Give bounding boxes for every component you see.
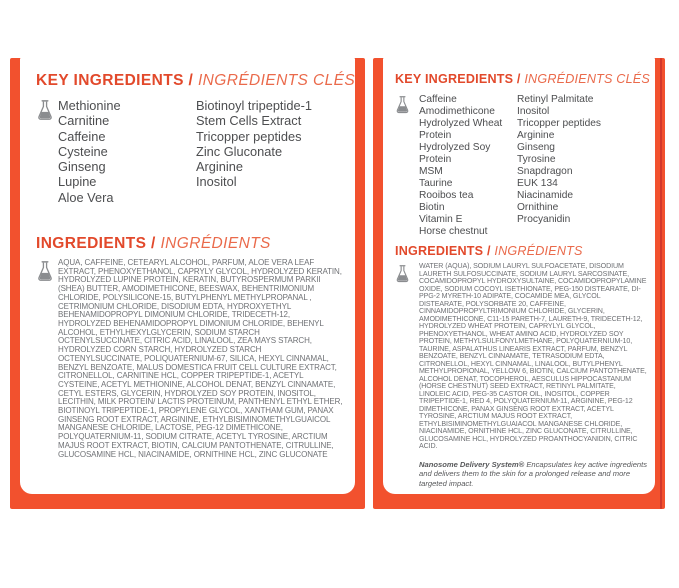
label-left-content (20, 58, 355, 494)
ingredients-section (36, 259, 345, 459)
label-edge-crease (660, 58, 662, 509)
flask-icon (36, 259, 58, 459)
key-ingredient-item: Zinc Gluconate (196, 143, 283, 159)
key-ingredient-item: Biotinoyl tripeptide-1 (196, 98, 312, 113)
nanosome-note-title: Nanosome Delivery System® (419, 459, 525, 469)
ingredients-header (36, 235, 345, 253)
key-ingredient-item: Arginine (517, 130, 555, 141)
key-ingredient-item: Horse chestnut (419, 226, 488, 237)
key-ingredient-item: Procyanidin (517, 214, 571, 225)
key-ingredient-item: Ornithine (517, 202, 559, 213)
key-ingredients-list-col1 (419, 94, 507, 238)
key-ingredient-item: Caffeine (419, 94, 457, 105)
key-ingredient-item: Lupine (58, 174, 97, 190)
key-ingredient-item: Tricopper peptides (517, 118, 601, 129)
key-ingredients-header-en: KEY INGREDIENTS / (36, 72, 194, 89)
key-ingredient-item: Ginseng (517, 142, 555, 153)
ingredients-paragraph: WATER (AQUA), SODIUM LAURYL SULFOACETATE, DISODIUM LAURETH SULFOSUCCINATE, SODIUM LAURYL SARCOSINATE, COCAMIDOPROPYL HYDROXYSULTAINE, COCAMIDOPROPYLAMINE OXIDE, SODIUM COCOYL ISETHIONATE, PEG-150 DISTEARATE, DI-PPG-2 MYRETH-10 ADIPATE, COCAMIDE MEA, GLYCOL DISTEARATE, POLYSORBATE 20, CAFFEINE, CINNAMIDOPROPYLTRIMONIUM CHLORIDE, GLYCERIN, AMODIMETHICONE, C11-15 PARETH-7, LAURETH-9, TRIDECETH-12, HYDROLYZED WHEAT PROTEIN, CAPRYLYL GLYCOL, PHENOXYETHANOL, WHEAT AMINO ACID, HYDROLYZED SOY PROTEIN, METHYLSULFONYLMETHANE, POLYQUATERNIUM-10, TAURINE, ASPALATHUS LINEARIS EXTRACT, PARFUM, BENZYL BENZOATE, BENZYL CINNAMATE, TETRASODIUM EDTA, CITRONELLOL, HEXYL CINNAMAL, LINALOOL, BUTYLPHENYL METHYLPROPIONAL, YELLOW 6, BIOTIN, CALCIUM PANTOTHENATE, ALCOHOL DENAT, TOCOPHEROL, AESCULUS HIPPOCASTANUM (HORSE CHESTNUT) SEED EXTRACT, RETINYL PALMITATE, LINOLEIC ACID, PEG-35 CASTOR OIL, INOSITOL, COPPER TRIPEPTIDE-1, RED 4, POLYQUATERNIUM-11, ARGININE, PEG-12 DIMETHICONE, PANAX GINSENG ROOT EXTRACT, ACETYL TYROSINE, ARCTIUM MAJUS ROOT EXTRACT, ETHYLBISIMINOMETHYLGUAIACOL MANGANESE CHLORIDE, NIACINAMIDE, ORNITHINE HCL, ZINC GLUCONATE, CITRULLINE, GLUCOSAMINE HCL, HYDROLYZED PROANTHOCYANIDIN, CITRIC ACID. (419, 262, 647, 450)
key-ingredient-item: Caffeine (58, 128, 106, 144)
ingredients-section (395, 263, 647, 489)
key-ingredient-item: Snapdragon (517, 166, 573, 177)
ingredient-label-right (373, 58, 665, 509)
key-ingredients-header-fr: INGRÉDIENTS CLÉS (197, 72, 355, 89)
key-ingredients-header (395, 72, 651, 86)
key-ingredients-header (36, 72, 355, 90)
key-ingredient-item: Aloe Vera (58, 189, 114, 205)
key-ingredients-header-fr: INGRÉDIENTS CLÉS (524, 72, 651, 86)
key-ingredient-item: Amodimethicone (419, 106, 495, 117)
key-ingredient-item: Hydrolyzed Wheat Protein (419, 118, 503, 141)
ingredients-header-en: INGREDIENTS / (395, 244, 491, 258)
flask-icon (36, 98, 58, 205)
label-right-content (383, 58, 655, 494)
key-ingredient-item: Tyrosine (517, 154, 556, 165)
key-ingredient-item: MSM (419, 166, 443, 177)
key-ingredient-item: EUK 134 (517, 178, 558, 189)
key-ingredients-section (36, 98, 345, 205)
ingredients-header-en: INGREDIENTS / (36, 235, 156, 253)
flask-icon (395, 94, 419, 238)
key-ingredient-item: Retinyl Palmitate (517, 94, 594, 105)
ingredients-paragraph: AQUA, CAFFEINE, CETEARYL ALCOHOL, PARFUM, ALOE VERA LEAF EXTRACT, PHENOXYETHANOL, CAPRYLY GLYCOL, HYDROLYZED KERATIN, HYDROLYZED LUPINE PROTEIN, KERATIN, BUTYROSPERMUM PARKII (SHEA) BUTTER, AMODIMETHICONE, BEESWAX, BEHENTRIMONIUM CHLORIDE, POLYSILICONE-15, BUTYLPHENYL METHYLPROPANAL , CETRIMONIUM CHLORIDE, DISODIUM EDTA, HYDROXYETHYL BEHENAMIDOPROPYL DIMONIUM CHLORIDE, TRIDECETH-12, HYDROLYZED BEHENAMIDOPROPYL DIMONIUM CHLORIDE, BEHENYL ALCOHOL, ETHYLHEXYLGLYCERIN, SODIUM STARCH OCTENYLSUCCINATE, CITRIC ACID, LINALOOL, ZEA MAYS STARCH, HYDROLYZED CORN STARCH, HYDROLYZED STARCH OCTENYLSUCCINATE, POLIQUATERNIUM-67, SILICA, HEXYL CINNAMAL, BENZYL BENZOATE, MALUS DOMESTICA FRUIT CELL CULTURE EXTRACT, CITRONELLOL, CARNITINE HCL, COPPER TRIPEPTIDE-1, ACETYL CYSTEINE, ACETYL METHIONINE, ALCOHOL DENAT, BENZYL CINNAMATE, CETYL ESTERS, GLYCERIN, HYDROLYZED SOY PROTEIN, INOSITOL, LECITHIN, MILK PROTEIN/ LACTIS PROTEINUM, PANTHENYL ETHYL ETHER, BIOTINOYL TRIPEPTIDE-1, PROPYLENE GLYCOL, XANTHAM GUM, PANAX GINSENG ROOT EXTRACT, ARGININE, ETHYLBISIMINOMETHYLGUAICOL MANGANESE CHLORIDE, LACTOSE, PEG-12 DIMETHICONE, POLYQUATERNIUM-11, SODIUM CITRATE, ACETYL TYROSINE, ARCTIUM MAJUS ROOT EXTRACT, BIOTIN, CALCIUM PANTOTHENATE, CITRULLINE, GLUCOSAMINE HCL, NIACINAMIDE, ORNITHINE HCL, ZINC GLUCONATE (58, 258, 343, 459)
key-ingredient-item: Arginine (196, 159, 243, 175)
key-ingredient-item: Rooibos tea (419, 190, 474, 201)
key-ingredients-list-col1 (58, 98, 196, 205)
flask-icon (395, 263, 419, 489)
key-ingredients-list-col2 (196, 98, 345, 205)
key-ingredient-item: Hydrolyzed Soy Protein (419, 142, 491, 165)
key-ingredients-header-en: KEY INGREDIENTS / (395, 72, 521, 86)
key-ingredient-item: Taurine (419, 178, 453, 189)
key-ingredient-item: Cysteine (58, 143, 108, 159)
ingredients-header-fr: INGRÉDIENTS (494, 244, 583, 258)
key-ingredients-list-col2 (517, 94, 647, 238)
nanosome-note-body: Encapsulates key active ingredients and delivers them to the skin for a prolonged release and more targeted impact. (419, 459, 648, 489)
key-ingredient-item: Niacinamide (517, 190, 574, 201)
key-ingredient-item: Inositol (196, 174, 237, 190)
key-ingredient-item: Carnitine (58, 113, 110, 129)
key-ingredient-item: Methionine (58, 98, 121, 113)
key-ingredient-item: Stem Cells Extract (196, 113, 302, 129)
key-ingredients-section (395, 94, 647, 238)
ingredients-header-fr: INGRÉDIENTS (160, 235, 271, 253)
key-ingredient-item: Vitamin E (419, 214, 463, 225)
nanosome-note (419, 460, 651, 489)
key-ingredient-item: Biotin (419, 202, 445, 213)
ingredient-label-left (10, 58, 365, 509)
ingredients-header (395, 244, 647, 258)
key-ingredient-item: Ginseng (58, 159, 106, 175)
key-ingredient-item: Inositol (517, 106, 550, 117)
key-ingredient-item: Tricopper peptides (196, 128, 302, 144)
